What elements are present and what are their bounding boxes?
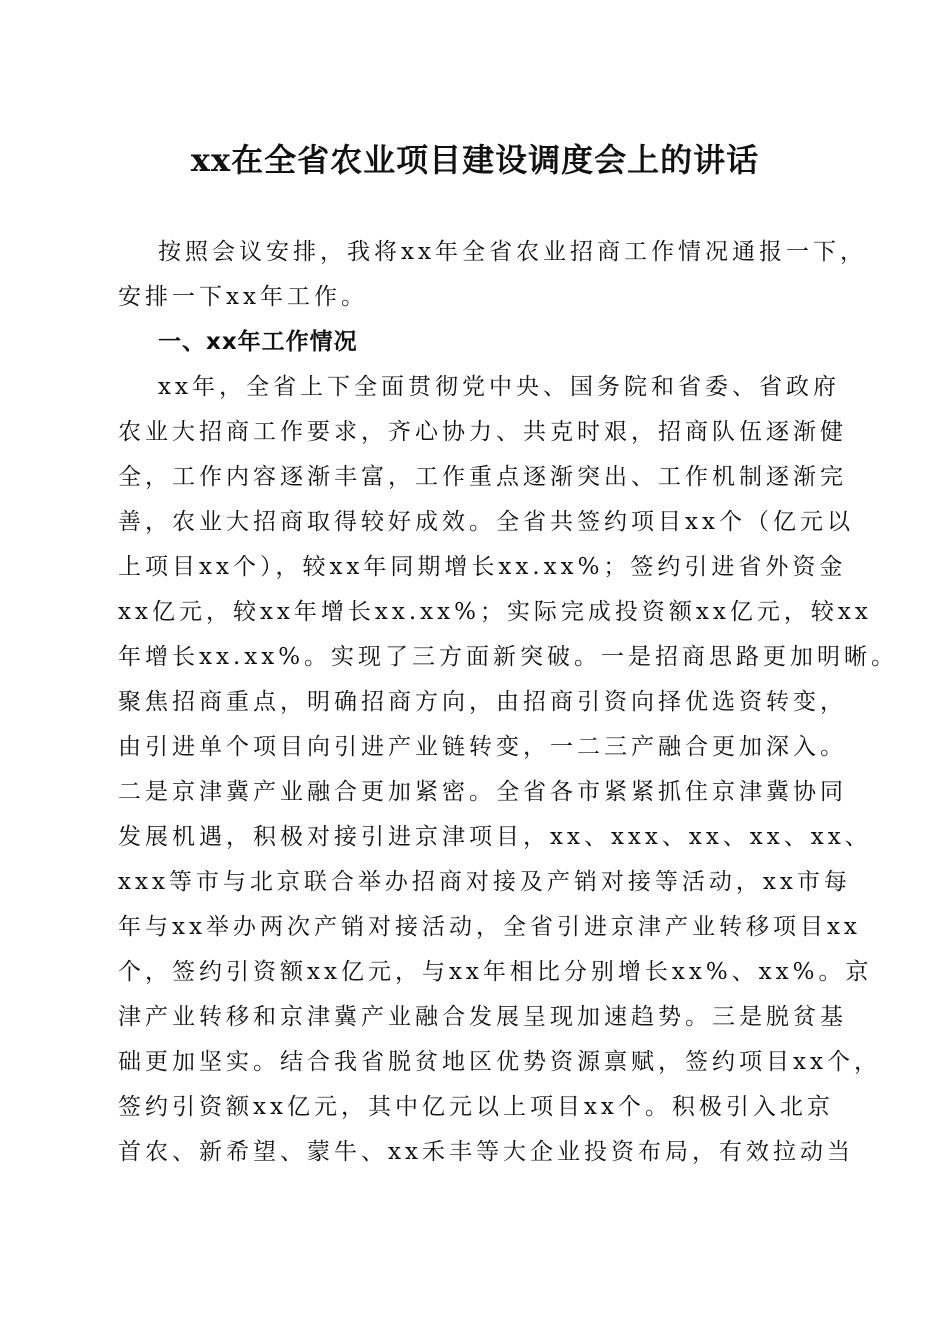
text-line: 年增长xx.xx%。实现了三方面新突破。一是招商思路更加明晰。 <box>118 644 899 670</box>
intro-paragraph <box>118 230 867 320</box>
text-line: 上项目xx个），较xx年同期增长xx.xx%；签约引进省外资金 <box>118 554 847 580</box>
text-line: 础更加坚实。结合我省脱贫地区优势资源禀赋，签约项目xx个， <box>118 1049 881 1075</box>
text-line: xx亿元，较xx年增长xx.xx%；实际完成投资额xx亿元，较xx <box>118 599 872 625</box>
text-line: 签约引资额xx亿元，其中亿元以上项目xx个。积极引入北京 <box>118 1094 834 1120</box>
text-line: 安排一下xx年工作。 <box>118 284 368 310</box>
text-line: 聚焦招商重点，明确招商方向，由招商引资向择优选资转变， <box>118 689 847 715</box>
document-title: xx在全省农业项目建设调度会上的讲话 <box>190 141 760 179</box>
text-line: xx年，全省上下全面贯彻党中央、国务院和省委、省政府 <box>158 374 840 400</box>
text-line: 全，工作内容逐渐丰富，工作重点逐渐突出、工作机制逐渐完 <box>118 464 847 490</box>
section-heading: 一、xx年工作情况 <box>158 329 358 355</box>
text-line: 按照会议安排，我将xx年全省农业招商工作情况通报一下， <box>158 239 867 265</box>
text-line: 津产业转移和京津冀产业融合发展呈现加速趋势。三是脱贫基 <box>118 1004 847 1030</box>
text-line: 二是京津冀产业融合更加紧密。全省各市紧紧抓住京津冀协同 <box>118 779 847 805</box>
text-line: 由引进单个项目向引进产业链转变，一二三产融合更加深入。 <box>118 734 847 760</box>
text-line: 个，签约引资额xx亿元，与xx年相比分别增长xx%、xx%。京 <box>118 959 873 985</box>
text-line: 善，农业大招商取得较好成效。全省共签约项目xx个（亿元以 <box>118 509 854 535</box>
text-line: 农业大招商工作要求，齐心协力、共克时艰，招商队伍逐渐健 <box>118 419 847 445</box>
section-paragraph <box>118 365 899 1175</box>
text-line: 发展机遇，积极对接引进京津项目，xx、xxx、xx、xx、xx、 <box>118 824 872 850</box>
text-line: xxx等市与北京联合举办招商对接及产销对接等活动，xx市每 <box>118 869 851 895</box>
text-line: 年与xx举办两次产销对接活动，全省引进京津产业转移项目xx <box>118 914 861 940</box>
text-line: 首农、新希望、蒙牛、xx禾丰等大企业投资布局，有效拉动当 <box>118 1139 854 1165</box>
